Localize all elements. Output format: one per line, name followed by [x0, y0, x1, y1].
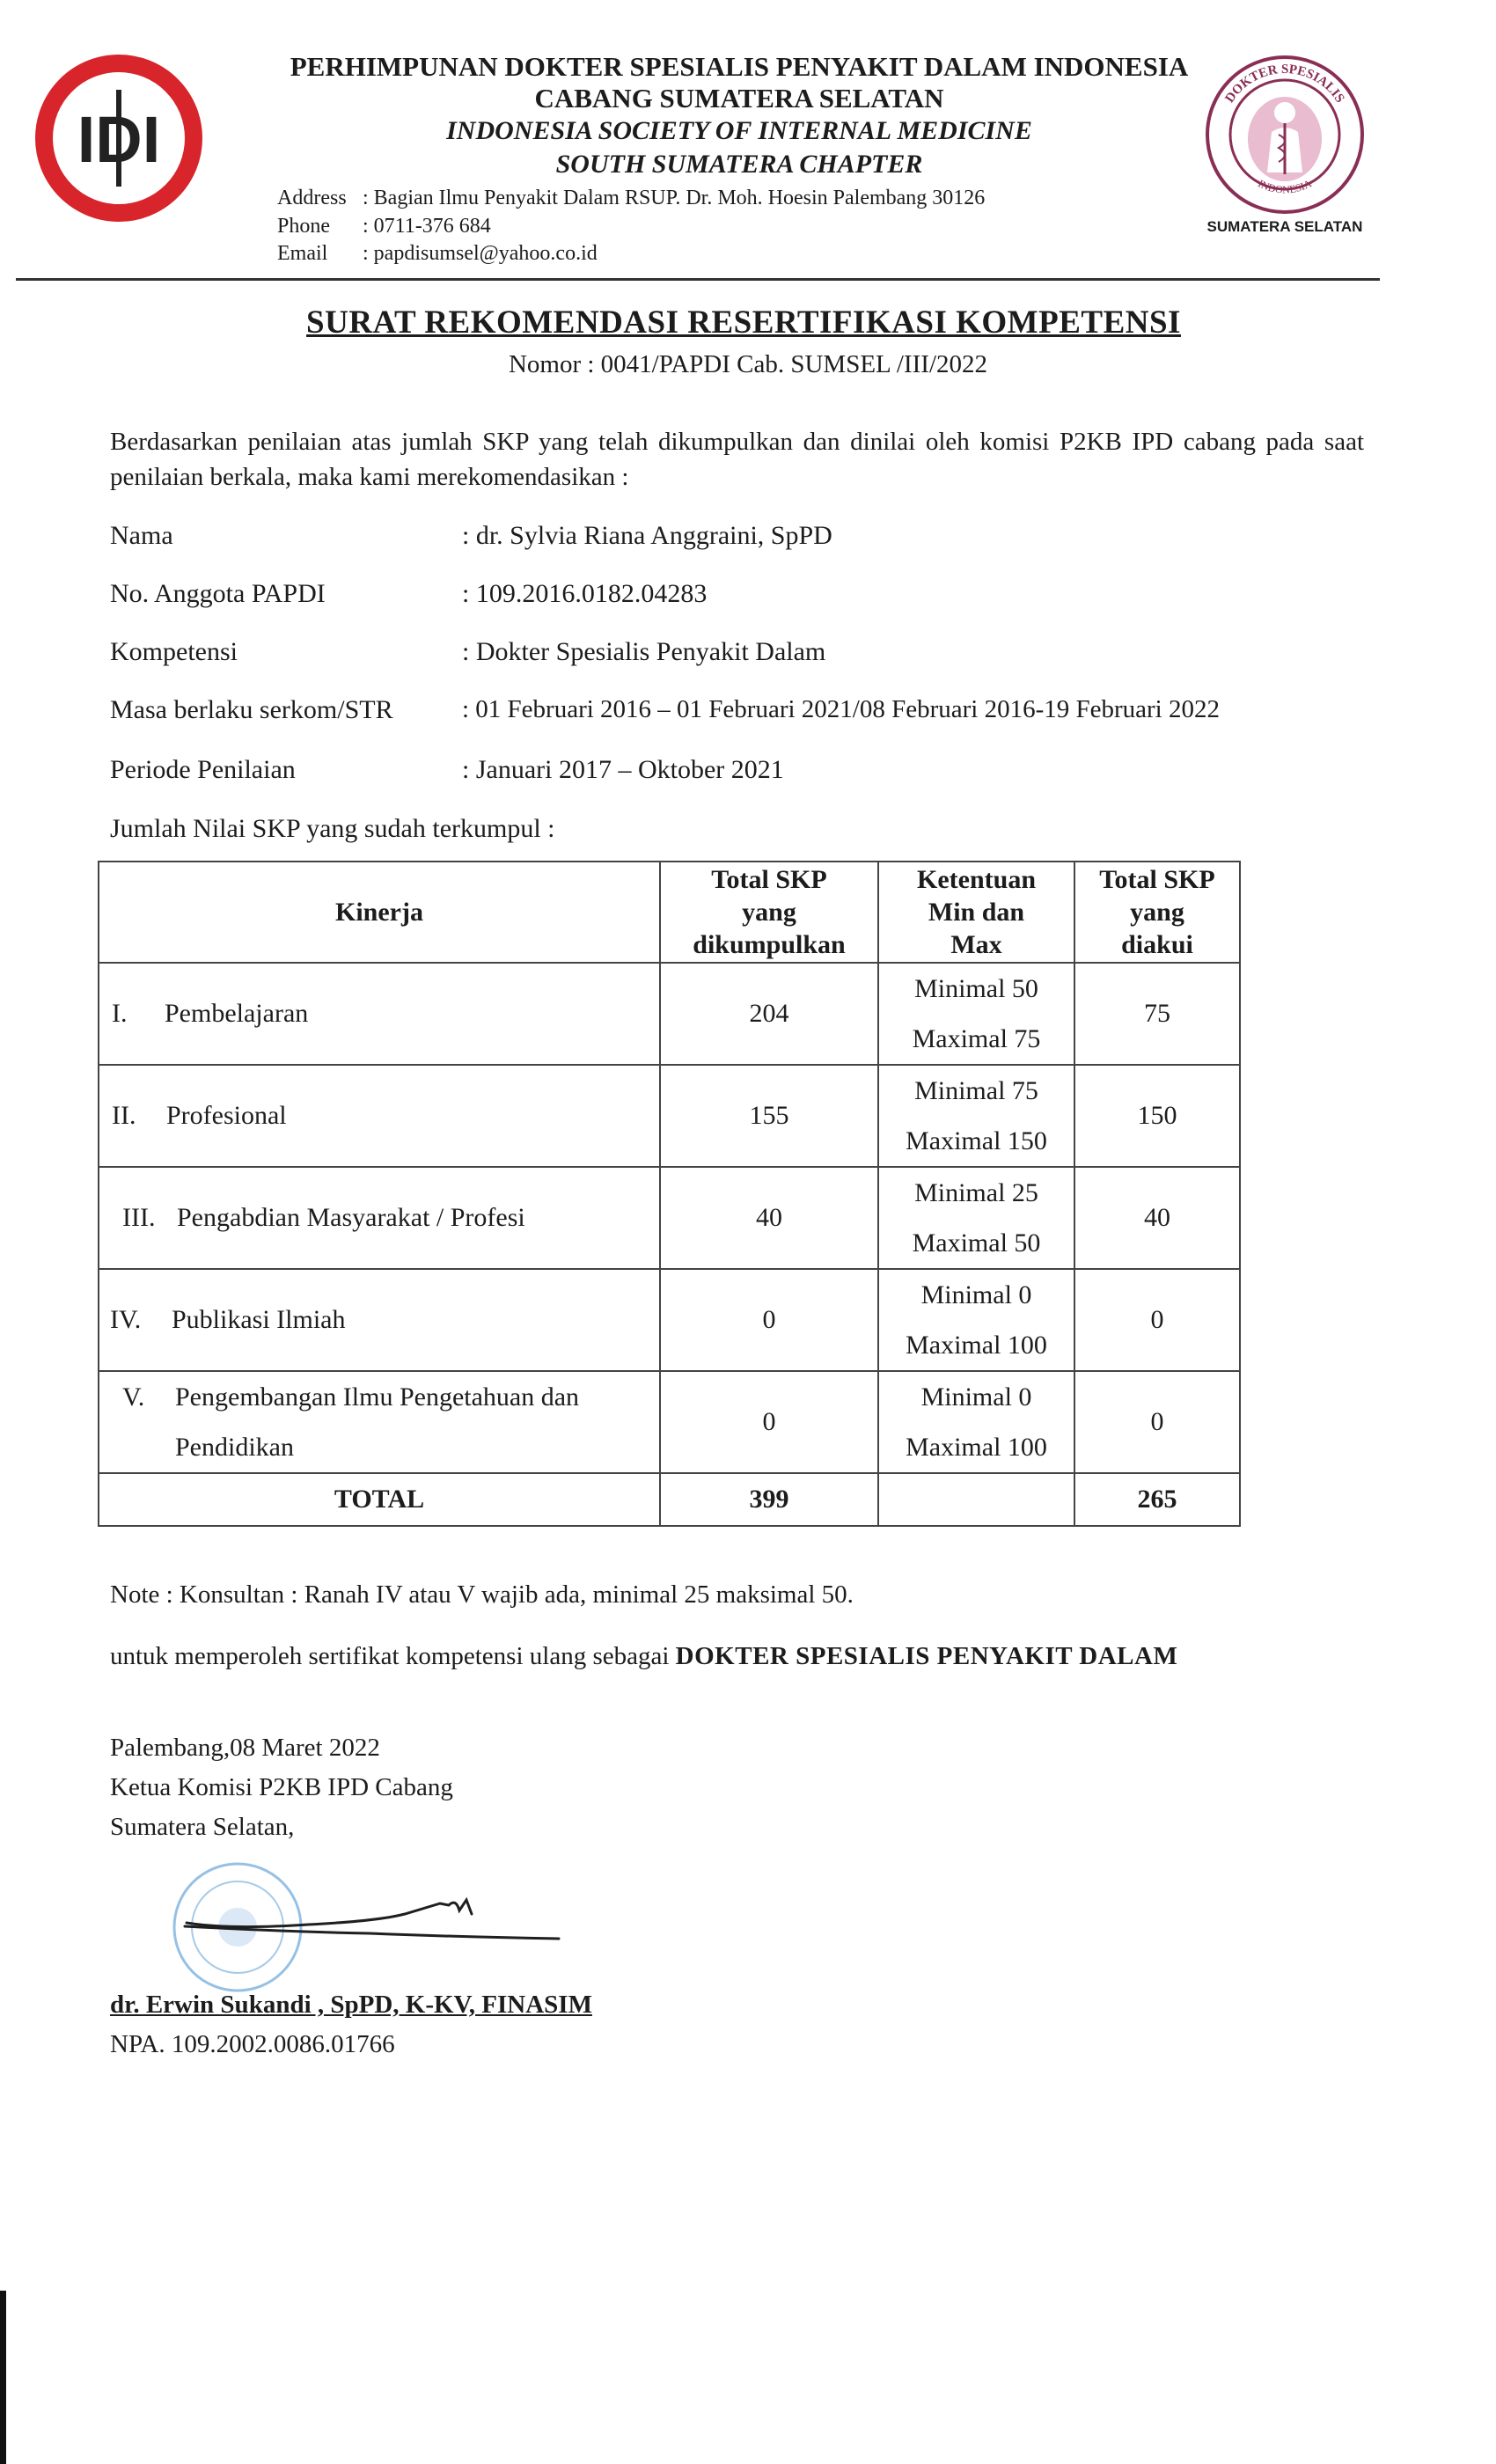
total-recognized: 265 [1074, 1473, 1240, 1526]
row-max: Maximal 50 [912, 1228, 1041, 1258]
address-label: Address [277, 187, 347, 209]
signer-npa: NPA. 109.2002.0086.01766 [110, 2030, 395, 2058]
skp-table [98, 861, 1241, 1527]
email-label: Email [277, 242, 328, 265]
row-collected: 155 [660, 1065, 878, 1167]
total-minmax-empty [878, 1473, 1074, 1526]
header-kinerja: Kinerja [99, 862, 660, 963]
header-minmax [878, 862, 1074, 963]
row-minmax [878, 1065, 1074, 1167]
field-value-validity: : 01 Februari 2016 – 01 Februari 2021/08 Februari 2016-19 Februari 2022 [462, 695, 1220, 723]
row-max: Maximal 100 [906, 1331, 1047, 1360]
address-value: : Bagian Ilmu Penyakit Dalam RSUP. Dr. Moh. Hoesin Palembang 30126 [363, 187, 986, 209]
header-collected-line: dikumpulkan [693, 930, 846, 959]
phone-label: Phone [277, 215, 330, 238]
row-label-continued: Pendidikan [175, 1433, 294, 1462]
field-value-member-number: : 109.2016.0182.04283 [462, 579, 708, 608]
signer-position-line2: Sumatera Selatan, [110, 1813, 295, 1841]
intro-paragraph: Berdasarkan penilaian atas jumlah SKP yang telah dikumpulkan dan dinilai oleh komisi P2KB IPD cabang pada saat penilaian berkala, maka kami merekomendasikan : [110, 428, 1364, 491]
row-kinerja-cell [99, 1371, 660, 1473]
place-date: Palembang,08 Maret 2022 [110, 1734, 380, 1762]
row-min: Minimal 50 [914, 974, 1038, 1003]
header-recognized [1074, 862, 1240, 963]
row-recognized: 0 [1074, 1371, 1240, 1473]
field-value-nama: : dr. Sylvia Riana Anggraini, SpPD [462, 521, 832, 550]
row-max: Maximal 100 [906, 1433, 1047, 1462]
total-label: TOTAL [99, 1473, 660, 1526]
header-collected-line: yang [742, 898, 796, 927]
row-kinerja-cell [99, 1167, 660, 1269]
chapter-logo-text-top: DOKTER SPESIALIS [1222, 62, 1347, 106]
org-branch-indonesian: CABANG SUMATERA SELATAN [534, 83, 944, 114]
row-recognized: 75 [1074, 963, 1240, 1065]
purpose-prefix: untuk memperoleh sertifikat kompetensi ulang sebagai [110, 1642, 676, 1670]
row-recognized: 0 [1074, 1269, 1240, 1371]
header-minmax-line: Ketentuan [917, 865, 1036, 894]
org-name-english: INDONESIA SOCIETY OF INTERNAL MEDICINE [446, 116, 1032, 145]
header-minmax-line: Min dan [928, 898, 1025, 927]
row-roman: II. [112, 1101, 136, 1130]
row-min: Minimal 25 [914, 1178, 1038, 1207]
signer-position-line1: Ketua Komisi P2KB IPD Cabang [110, 1773, 453, 1801]
row-label: Pembelajaran [165, 999, 309, 1028]
table-row [99, 1167, 1240, 1269]
header-collected [660, 862, 878, 963]
email-value: : papdisumsel@yahoo.co.id [363, 242, 598, 265]
row-label: Profesional [166, 1101, 287, 1130]
field-label-period: Periode Penilaian [110, 755, 296, 784]
row-collected: 40 [660, 1167, 878, 1269]
field-label-member-number: No. Anggota PAPDI [110, 579, 326, 608]
handwritten-signature [176, 1888, 572, 1967]
row-minmax [878, 963, 1074, 1065]
row-max: Maximal 150 [906, 1126, 1047, 1155]
field-label-competence: Kompetensi [110, 637, 238, 666]
phone-value: : 0711-376 684 [363, 215, 491, 238]
purpose-bold: DOKTER SPESIALIS PENYAKIT DALAM [675, 1642, 1178, 1670]
header-minmax-line: Max [950, 930, 1002, 959]
row-minmax [878, 1167, 1074, 1269]
row-min: Minimal 75 [914, 1076, 1038, 1105]
chapter-logo-text-bottom: INDONESIA [1256, 177, 1314, 196]
field-label-validity: Masa berlaku serkom/STR [110, 695, 393, 724]
org-branch-english: SOUTH SUMATERA CHAPTER [555, 150, 923, 179]
row-recognized: 150 [1074, 1065, 1240, 1167]
header-recognized-line: Total SKP [1099, 865, 1215, 894]
row-collected: 204 [660, 963, 878, 1065]
header-recognized-line: yang [1130, 898, 1184, 927]
row-kinerja-cell [99, 1269, 660, 1371]
field-value-period: : Januari 2017 – Oktober 2021 [462, 755, 784, 784]
row-collected: 0 [660, 1269, 878, 1371]
table-row [99, 1065, 1240, 1167]
table-row [99, 1371, 1240, 1473]
header-recognized-line: diakui [1121, 930, 1193, 959]
field-value-competence: : Dokter Spesialis Penyakit Dalam [462, 637, 826, 666]
table-row [99, 1269, 1240, 1371]
row-roman: V. [122, 1382, 145, 1412]
row-min: Minimal 0 [920, 1382, 1032, 1412]
signer-name: dr. Erwin Sukandi , SpPD, K-KV, FINASIM [110, 1991, 592, 2019]
row-minmax [878, 1269, 1074, 1371]
document-number: Nomor : 0041/PAPDI Cab. SUMSEL /III/2022 [508, 350, 988, 378]
scan-edge-mark [0, 2291, 6, 2464]
row-label: Publikasi Ilmiah [172, 1305, 346, 1334]
header-collected-line: Total SKP [711, 865, 827, 894]
purpose-statement [110, 1642, 1177, 1671]
row-max: Maximal 75 [912, 1024, 1041, 1053]
row-label: Pengembangan Ilmu Pengetahuan dan [175, 1382, 580, 1412]
table-header-row [99, 862, 1240, 963]
table-intro: Jumlah Nilai SKP yang sudah terkumpul : [110, 814, 555, 843]
org-name-indonesian: PERHIMPUNAN DOKTER SPESIALIS PENYAKIT DALAM INDONESIA [290, 51, 1189, 82]
chapter-caption: SUMATERA SELATAN [1206, 218, 1363, 235]
row-roman: I. [112, 999, 128, 1028]
header-divider [16, 278, 1380, 281]
document-title: SURAT REKOMENDASI RESERTIFIKASI KOMPETENSI [306, 304, 1181, 341]
idi-logo-text: IDI [77, 103, 161, 176]
row-roman: III. [122, 1203, 156, 1232]
row-label: Pengabdian Masyarakat / Profesi [177, 1203, 525, 1232]
table-total-row [99, 1473, 1240, 1526]
row-kinerja-cell [99, 963, 660, 1065]
total-collected: 399 [660, 1473, 878, 1526]
row-recognized: 40 [1074, 1167, 1240, 1269]
field-label-nama: Nama [110, 521, 173, 550]
table-row [99, 963, 1240, 1065]
row-minmax [878, 1371, 1074, 1473]
note: Note : Konsultan : Ranah IV atau V wajib ada, minimal 25 maksimal 50. [110, 1580, 854, 1609]
row-min: Minimal 0 [920, 1280, 1032, 1309]
row-kinerja-cell [99, 1065, 660, 1167]
row-collected: 0 [660, 1371, 878, 1473]
row-roman: IV. [110, 1305, 142, 1334]
